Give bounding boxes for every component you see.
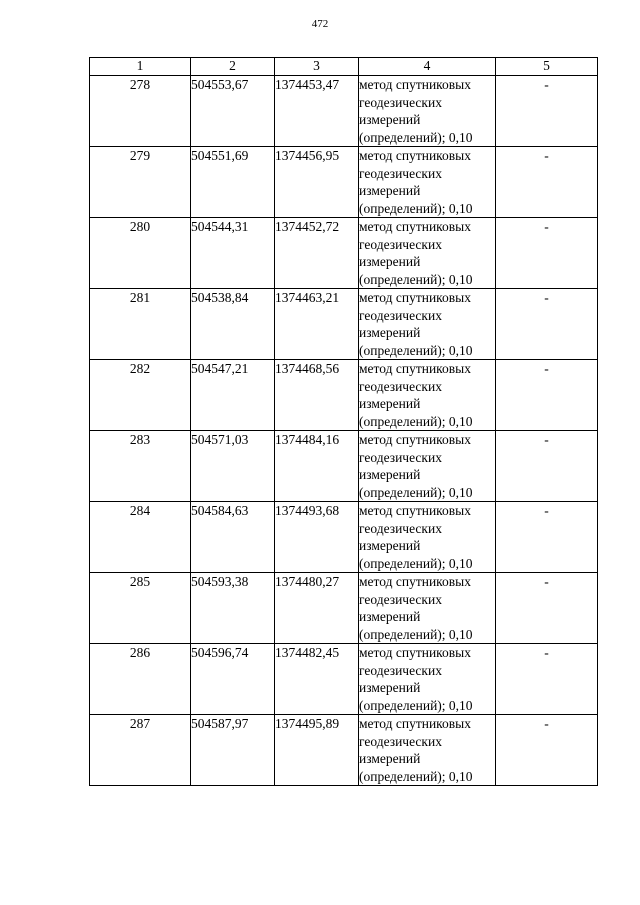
- table-header-row: [90, 58, 598, 76]
- method-line: измерений: [359, 112, 421, 127]
- table-row: [90, 147, 598, 218]
- point-number: 287: [90, 715, 191, 786]
- coordinate-x: 504571,03: [191, 431, 275, 502]
- method-line: метод спутниковых: [359, 716, 471, 731]
- method-line: геодезических: [359, 591, 442, 607]
- coordinate-x: 504596,74: [191, 644, 275, 715]
- coordinate-x: 504553,67: [191, 76, 275, 147]
- method-cell: [359, 360, 496, 431]
- method-line: метод спутниковых: [359, 432, 471, 447]
- note-cell: -: [496, 715, 598, 786]
- table-row: [90, 76, 598, 147]
- method-line: (определений); 0,10: [359, 768, 473, 784]
- point-number: 284: [90, 502, 191, 573]
- method-line: метод спутниковых: [359, 503, 471, 518]
- method-cell: [359, 502, 496, 573]
- method-line: метод спутниковых: [359, 219, 471, 234]
- method-line: измерений: [359, 254, 421, 269]
- note-cell: -: [496, 431, 598, 502]
- note-cell: -: [496, 76, 598, 147]
- page-number: 472: [311, 18, 329, 30]
- note-cell: -: [496, 360, 598, 431]
- method-line: метод спутниковых: [359, 77, 471, 92]
- coordinate-x: 504587,97: [191, 715, 275, 786]
- coordinate-x: 504544,31: [191, 218, 275, 289]
- method-line: (определений); 0,10: [359, 626, 473, 642]
- method-line: метод спутниковых: [359, 574, 471, 589]
- table-row: [90, 289, 598, 360]
- method-line: измерений: [359, 325, 421, 340]
- method-line: геодезических: [359, 733, 442, 749]
- note-cell: -: [496, 644, 598, 715]
- method-line: (определений); 0,10: [359, 129, 473, 145]
- method-line: (определений); 0,10: [359, 342, 473, 358]
- coordinate-x: 504538,84: [191, 289, 275, 360]
- table-row: [90, 218, 598, 289]
- method-line: (определений); 0,10: [359, 413, 473, 429]
- method-cell: [359, 715, 496, 786]
- method-line: геодезических: [359, 236, 442, 252]
- coordinate-y: 1374493,68: [275, 502, 359, 573]
- table-row: [90, 573, 598, 644]
- method-cell: [359, 431, 496, 502]
- point-number: 278: [90, 76, 191, 147]
- coordinate-x: 504593,38: [191, 573, 275, 644]
- point-number: 279: [90, 147, 191, 218]
- method-line: геодезических: [359, 662, 442, 678]
- column-header: 2: [191, 58, 275, 76]
- coordinate-x: 504584,63: [191, 502, 275, 573]
- coordinate-y: 1374482,45: [275, 644, 359, 715]
- point-number: 280: [90, 218, 191, 289]
- column-header: 4: [359, 58, 496, 76]
- column-header: 3: [275, 58, 359, 76]
- coordinate-y: 1374495,89: [275, 715, 359, 786]
- method-line: измерений: [359, 396, 421, 411]
- coordinate-y: 1374456,95: [275, 147, 359, 218]
- method-line: геодезических: [359, 520, 442, 536]
- note-cell: -: [496, 502, 598, 573]
- method-line: измерений: [359, 538, 421, 553]
- method-cell: [359, 147, 496, 218]
- point-number: 286: [90, 644, 191, 715]
- coordinate-y: 1374480,27: [275, 573, 359, 644]
- method-line: геодезических: [359, 165, 442, 181]
- method-line: геодезических: [359, 449, 442, 465]
- method-line: геодезических: [359, 307, 442, 323]
- note-cell: -: [496, 147, 598, 218]
- note-cell: -: [496, 218, 598, 289]
- table-row: [90, 644, 598, 715]
- coordinate-y: 1374452,72: [275, 218, 359, 289]
- method-cell: [359, 289, 496, 360]
- coordinate-y: 1374484,16: [275, 431, 359, 502]
- method-line: измерений: [359, 183, 421, 198]
- method-line: метод спутниковых: [359, 290, 471, 305]
- point-number: 283: [90, 431, 191, 502]
- table-row: [90, 431, 598, 502]
- method-cell: [359, 644, 496, 715]
- table-row: [90, 502, 598, 573]
- column-header: 1: [90, 58, 191, 76]
- method-line: измерений: [359, 609, 421, 624]
- method-line: измерений: [359, 680, 421, 695]
- coordinate-y: 1374463,21: [275, 289, 359, 360]
- method-cell: [359, 76, 496, 147]
- coordinate-y: 1374468,56: [275, 360, 359, 431]
- method-line: измерений: [359, 751, 421, 766]
- coordinate-x: 504547,21: [191, 360, 275, 431]
- coordinates-table: [89, 57, 598, 786]
- method-cell: [359, 218, 496, 289]
- method-line: (определений); 0,10: [359, 271, 473, 287]
- method-line: геодезических: [359, 94, 442, 110]
- method-line: (определений); 0,10: [359, 555, 473, 571]
- method-line: метод спутниковых: [359, 148, 471, 163]
- table-row: [90, 715, 598, 786]
- note-cell: -: [496, 573, 598, 644]
- method-line: (определений); 0,10: [359, 484, 473, 500]
- method-cell: [359, 573, 496, 644]
- note-cell: -: [496, 289, 598, 360]
- coordinate-y: 1374453,47: [275, 76, 359, 147]
- table-row: [90, 360, 598, 431]
- method-line: измерений: [359, 467, 421, 482]
- point-number: 281: [90, 289, 191, 360]
- method-line: (определений); 0,10: [359, 697, 473, 713]
- method-line: геодезических: [359, 378, 442, 394]
- coordinate-x: 504551,69: [191, 147, 275, 218]
- method-line: (определений); 0,10: [359, 200, 473, 216]
- point-number: 285: [90, 573, 191, 644]
- column-header: 5: [496, 58, 598, 76]
- point-number: 282: [90, 360, 191, 431]
- method-line: метод спутниковых: [359, 361, 471, 376]
- method-line: метод спутниковых: [359, 645, 471, 660]
